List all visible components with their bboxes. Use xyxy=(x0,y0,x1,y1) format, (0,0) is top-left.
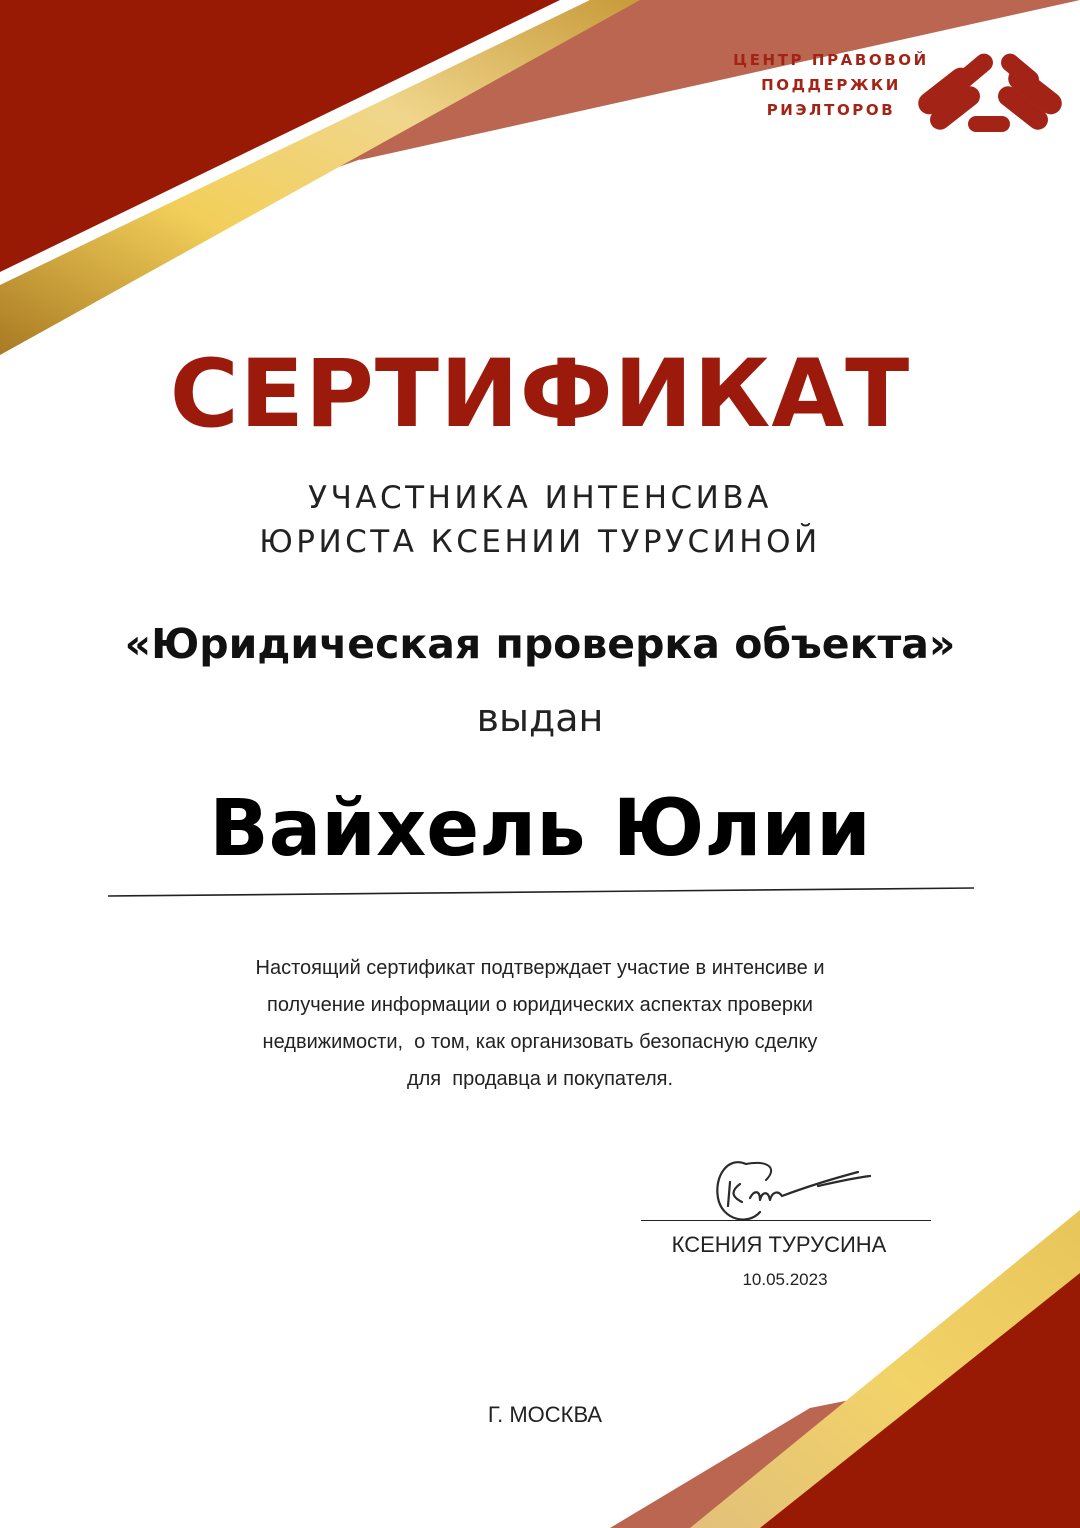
course-name: «Юридическая проверка объекта» xyxy=(124,620,956,668)
organization-name-line-1: ЦЕНТР ПРАВОВОЙ xyxy=(733,51,929,69)
issue-date: 10.05.2023 xyxy=(742,1270,828,1289)
hands-roof-icon xyxy=(912,40,1066,136)
description-line-1: Настоящий сертификат подтверждает участие в интенсиве и xyxy=(255,957,825,979)
signer-name: КСЕНИЯ ТУРУСИНА xyxy=(671,1232,887,1257)
description-line-4: для продавца и покупателя. xyxy=(406,1068,674,1090)
subtitle-line-1: УЧАСТНИКА ИНТЕНСИВА xyxy=(308,480,772,516)
bottom-red-triangle xyxy=(760,1273,1080,1528)
description-line-2: получение информации о юридических аспектах проверки xyxy=(267,994,813,1016)
issued-label: выдан xyxy=(476,696,604,740)
description-line-3: недвижимости, о том, как организовать безопасную сделку xyxy=(262,1031,818,1053)
top-red-triangle xyxy=(0,0,560,272)
signature-line xyxy=(641,1220,931,1221)
certificate-description xyxy=(160,950,920,1098)
recipient-underline xyxy=(108,882,974,898)
recipient-name: Вайхель Юлии xyxy=(209,784,871,874)
organization-name-line-3: РИЭЛТОРОВ xyxy=(766,101,896,119)
issue-city: Г. МОСКВА xyxy=(487,1402,603,1427)
certificate-title: СЕРТИФИКАТ xyxy=(169,340,911,449)
organization-name-line-2: ПОДДЕРЖКИ xyxy=(761,76,901,94)
subtitle-line-2: ЮРИСТА КСЕНИИ ТУРУСИНОЙ xyxy=(259,524,821,560)
certificate-subtitle xyxy=(0,476,1080,564)
